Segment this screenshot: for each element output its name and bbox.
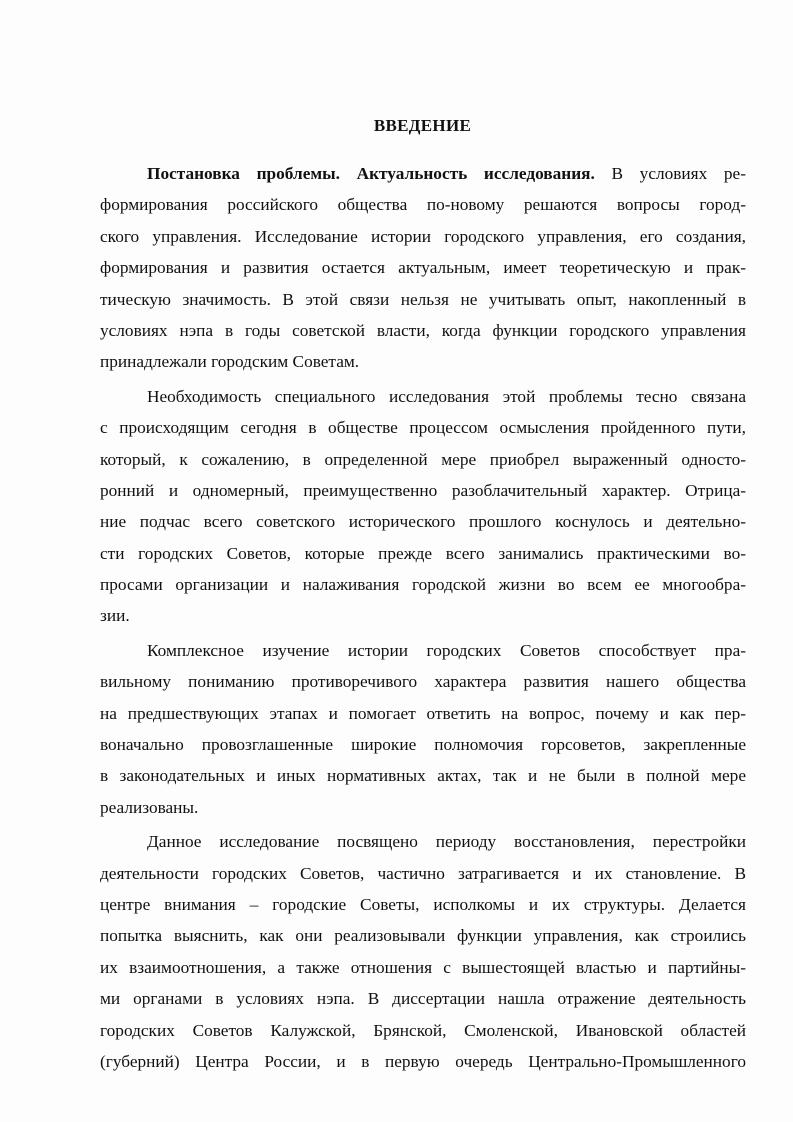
paragraph-line: ние подчас всего советского исторического прошлого коснулось и деятельно- [100,512,746,532]
paragraph-line: деятельности городских Советов, частично затрагивается и их становление. В [100,863,746,883]
paragraph-line: в законодательных и иных нормативных актах, так и не были в полной мере [100,766,746,786]
paragraph-line: ронний и одномерный, преимущественно разоблачительный характер. Отрица- [100,480,746,500]
paragraph-line: который, к сожалению, в определенной мере приобрел выраженный односто- [100,449,746,469]
paragraph-line: воначально провозглашенные широкие полномочия горсоветов, закрепленные [100,735,746,755]
paragraph-line: Необходимость специального исследования этой проблемы тесно связана [147,386,746,406]
paragraph-line: сти городских Советов, которые прежде всего занимались практическими во- [100,543,746,563]
paragraph-line: их взаимоотношения, а также отношения с вышестоящей властью и партийны- [100,957,746,977]
paragraph-line: тическую значимость. В этой связи нельзя не учитывать опыт, накопленный в [100,289,746,309]
paragraph-line: с происходящим сегодня в обществе процессом осмысления пройденного пути, [100,418,746,438]
paragraph-necessity [100,381,746,632]
paragraph-line: реализованы. [100,797,199,817]
paragraph-line: формирования и развития остается актуальным, имеет теоретическую и прак- [100,258,746,278]
paragraph-line: формирования российского общества по-новому решаются вопросы город- [100,195,746,215]
paragraph-line: попытка выяснить, как они реализовывали функции управления, как строились [100,926,746,946]
paragraph-research-scope [100,826,746,1077]
paragraph-line: ми органами в условиях нэпа. В диссертации нашла отражение деятельность [100,989,746,1009]
paragraph-line: зии. [100,606,130,626]
paragraph-line: (губерний) Центра России, и в первую очередь Центрально-Промышленного [100,1051,746,1071]
paragraph-line: городских Советов Калужской, Брянской, Смоленской, Ивановской областей [100,1020,746,1040]
paragraph-line: центре внимания – городские Советы, исполкомы и их структуры. Делается [100,894,746,914]
paragraph-line: ского управления. Исследование истории городского управления, его создания, [100,226,746,246]
paragraph-problem-statement [100,158,746,378]
paragraph-line: Комплексное изучение истории городских Советов способствует пра- [147,640,746,660]
paragraph-line: Данное исследование посвящено периоду восстановления, перестройки [147,832,746,852]
paragraph-complex-study [100,635,746,823]
paragraph-line: Постановка проблемы. Актуальность исследования. В условиях ре- [147,164,746,183]
paragraph-line: вильному пониманию противоречивого характера развития нашего общества [100,672,746,692]
paragraph-line: принадлежали городским Советам. [100,352,360,372]
paragraph-line: просами организации и налаживания городской жизни во всем ее многообра- [100,575,746,595]
page-title: ВВЕДЕНИЕ [373,116,472,135]
bold-lead: Постановка проблемы. Актуальность исследования. [147,164,595,183]
paragraph-line: условиях нэпа в годы советской власти, когда функции городского управления [100,320,746,340]
paragraph-line: на предшествующих этапах и помогает ответить на вопрос, почему и как пер- [100,703,746,723]
document-body [100,158,746,1080]
